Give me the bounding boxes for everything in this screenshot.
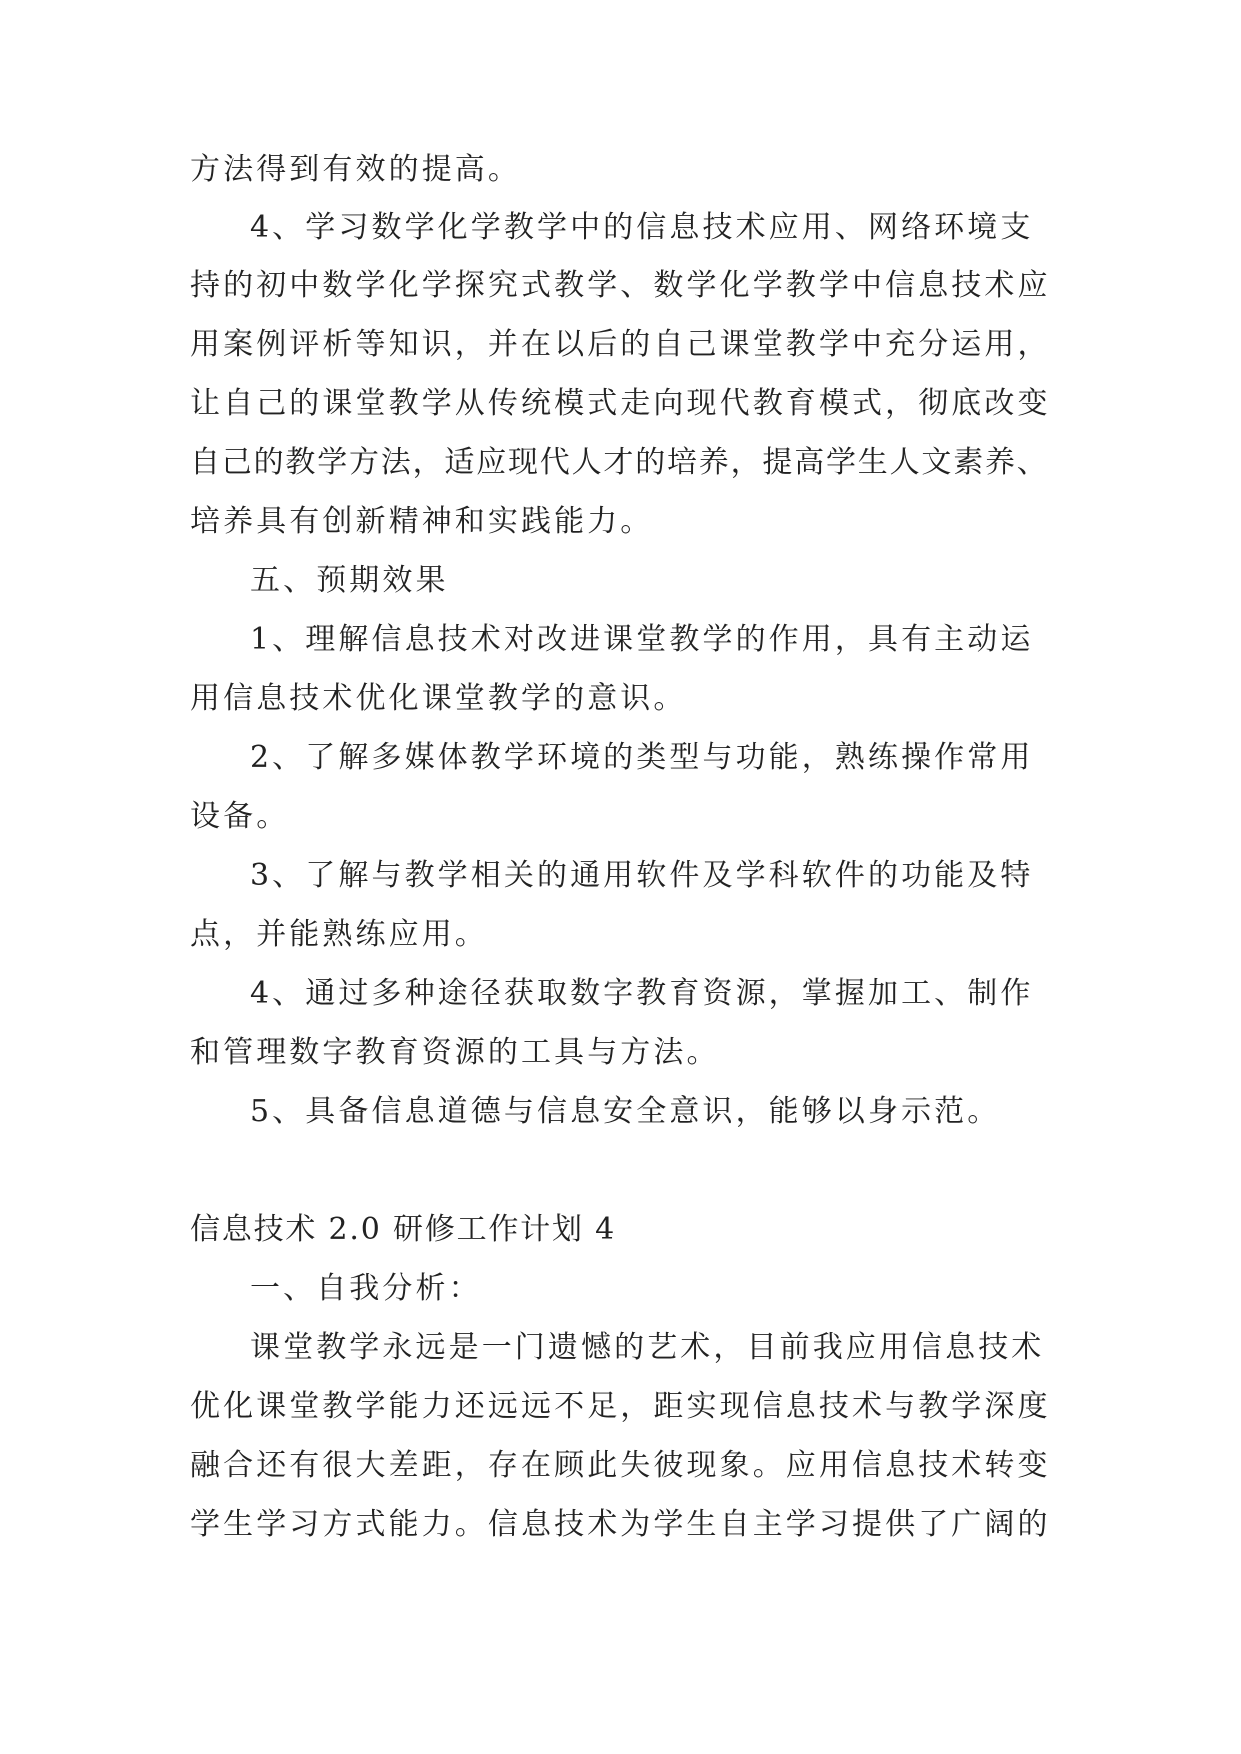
text-line: 融合还有很大差距，存在顾此失彼现象。应用信息技术转变 [190,1448,1051,1483]
section-heading: 一、自我分析： [250,1271,482,1306]
text-line: 优化课堂教学能力还远远不足，距实现信息技术与教学深度 [190,1389,1051,1424]
text-line: 3、了解与教学相关的通用软件及学科软件的功能及特 [250,858,1034,893]
text-line: 2、了解多媒体教学环境的类型与功能，熟练操作常用 [250,740,1034,775]
text-line: 用信息技术优化课堂教学的意识。 [190,681,687,716]
text-line: 让自己的课堂教学从传统模式走向现代教育模式，彻底改变 [190,386,1051,421]
document-title: 信息技术 2.0 研修工作计划 4 [190,1212,617,1247]
text-line: 方法得到有效的提高。 [190,152,521,187]
text-line: 设备。 [190,799,290,834]
text-line: 5、具备信息道德与信息安全意识，能够以身示范。 [250,1094,1001,1129]
text-line: 持的初中数学化学探究式教学、数学化学教学中信息技术应 [190,268,1051,303]
text-line: 4、通过多种途径获取数字教育资源，掌握加工、制作 [250,976,1034,1011]
text-line: 学生学习方式能力。信息技术为学生自主学习提供了广阔的 [190,1507,1051,1542]
text-line: 4、学习数学化学教学中的信息技术应用、网络环境支 [250,210,1034,245]
text-line: 和管理数字教育资源的工具与方法。 [190,1035,720,1070]
text-line: 1、理解信息技术对改进课堂教学的作用，具有主动运 [250,622,1034,657]
text-line: 培养具有创新精神和实践能力。 [190,504,654,539]
text-line: 用案例评析等知识，并在以后的自己课堂教学中充分运用， [190,327,1051,362]
text-line: 点，并能熟练应用。 [190,917,488,952]
text-line: 自己的教学方法，适应现代人才的培养，提高学生人文素养、 [190,445,1049,480]
section-heading: 五、预期效果 [250,563,449,598]
text-line: 课堂教学永远是一门遗憾的艺术，目前我应用信息技术 [250,1330,1045,1365]
